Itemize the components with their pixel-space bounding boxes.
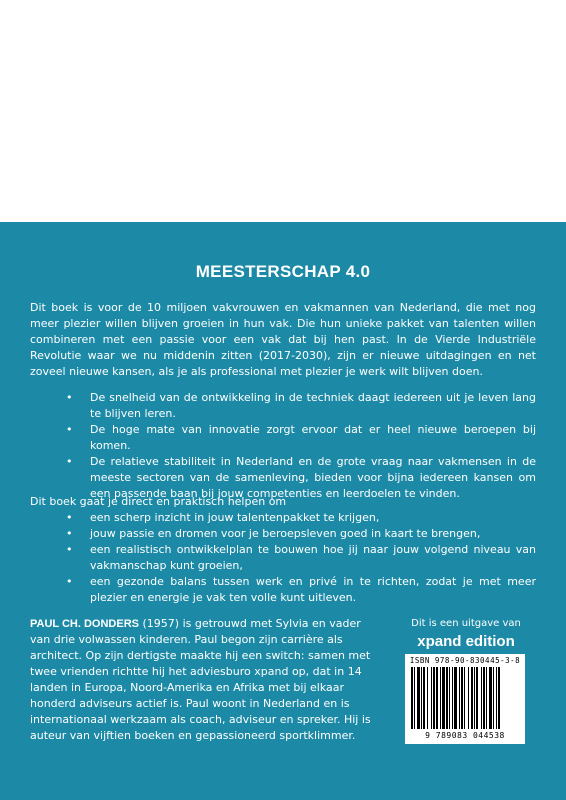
author-bio <box>30 616 376 744</box>
back-cover-panel <box>0 222 566 800</box>
author-bio-text: (1957) is getrouwd met Sylvia en vader van drie volwassen kinderen. Paul begon zijn carrière als architect. Op zijn dertigste maakte hij een switch: samen met twee vrienden richtte hij het adviesburo xpand op, dat in 14 landen in Europa, Noord-Amerika en Afrika met bij elkaar honderd adviseurs actief is. Paul woont in Nederland en is internationaal werkzaam als coach, adviseur en spreker. Hij is auteur van vijftien boeken en gepassioneerd sportklimmer. <box>30 617 371 742</box>
barcode-icon <box>411 667 519 729</box>
intro-paragraph: Dit boek is voor de 10 miljoen vakvrouwen en vakmannen van Nederland, die met nog meer plezier willen blijven groeien in hun vak. Die hun unieke pakket van talenten willen combineren met een passie voor een vak dat bij hen past. In de Vierde Industriële Revolutie waar we nu middenin zitten (2017-2030), zijn er nieuwe uitdagingen en net zoveel nieuwe kansen, als je als professional met plezier je werk wilt blijven doen. <box>30 301 536 378</box>
bullet-icon: • <box>66 511 73 524</box>
bullet-icon: • <box>66 423 73 436</box>
bullet-list-1 <box>0 390 566 502</box>
barcode-digits: 9 789083 044538 <box>425 731 505 740</box>
bullet-icon: • <box>66 527 73 540</box>
list-item: • een gezonde balans tussen werk en privé in te richten, zodat je met meer plezier en energie je vak ten volle kunt uitleven. <box>66 575 536 604</box>
list-item: • een realistisch ontwikkelplan te bouwen hoe jij naar jouw volgend niveau van vakmanschap kunt groeien, <box>66 543 536 572</box>
book-title: MEESTERSCHAP 4.0 <box>195 262 371 281</box>
publisher-note: Dit is een uitgave van <box>411 618 521 629</box>
list-item: • een scherp inzicht in jouw talentenpakket te krijgen, <box>66 511 380 524</box>
barcode <box>405 654 525 744</box>
bullet-icon: • <box>66 455 73 468</box>
list-item: • jouw passie en dromen voor je beroepsleven goed in kaart te brengen, <box>66 527 481 540</box>
bullet-list-2 <box>0 510 566 606</box>
bullet-icon: • <box>66 391 73 404</box>
bullet-icon: • <box>66 543 73 556</box>
author-name: PAUL CH. DONDERS <box>30 618 139 630</box>
list-item: • De hoge mate van innovatie zorgt ervoor dat er heel nieuwe beroepen bij komen. <box>66 423 536 452</box>
isbn-label: ISBN 978-90-830445-3-8 <box>409 656 521 665</box>
list-item: • De relatieve stabiliteit in Nederland en de grote vraag naar vakmensen in de meeste sectoren van de samenleving, bieden voor bijna iedereen kansen om een passende baan bij jouw competenties en leerdoelen te vinden. <box>66 455 536 500</box>
list-item: • De snelheid van de ontwikkeling in de techniek daagt iedereen uit je leven lang te blijven leren. <box>66 391 536 420</box>
blank-top-area <box>0 0 566 222</box>
list-intro: Dit boek gaat je direct en praktisch helpen om <box>30 495 287 508</box>
publisher-logo: xpand edition <box>417 633 515 650</box>
bullet-icon: • <box>66 575 73 588</box>
